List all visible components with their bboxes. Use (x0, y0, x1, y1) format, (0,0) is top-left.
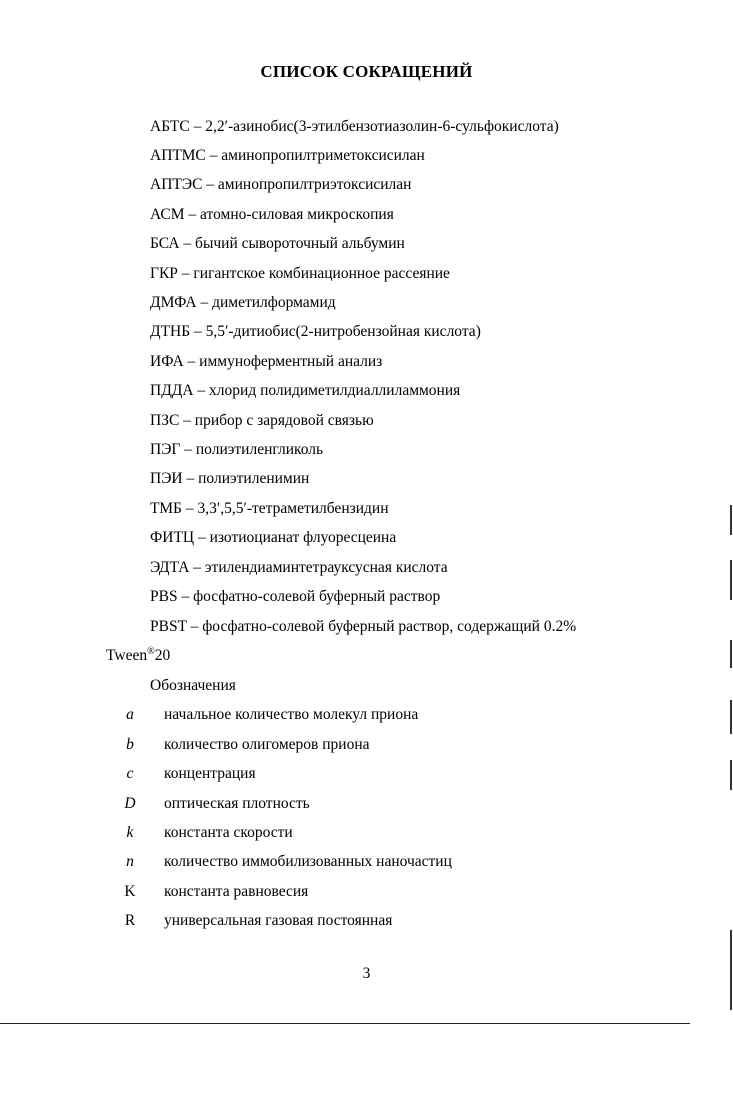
designation-symbol: a (126, 706, 134, 723)
designation-symbol: b (126, 736, 134, 753)
abbreviation-aptms: АПТМС – аминопропилтриметоксисилан (150, 147, 425, 164)
abbreviation-pei: ПЭИ – полиэтиленимин (150, 470, 310, 487)
designation-symbol: c (126, 765, 134, 782)
abbreviation-fitc: ФИТЦ – изотиоцианат флуоресцеина (150, 529, 397, 546)
abbreviation-dtnb: ДТНБ – 5,5′-дитиобис(2-нитробензойная кислота) (150, 323, 481, 340)
tween-word: Tween (106, 647, 148, 664)
designations-heading: Обозначения (150, 677, 236, 694)
bottom-rule (0, 1023, 690, 1024)
abbreviation-dmfa: ДМФА – диметилформамид (150, 294, 336, 311)
abbreviation-pbst: PBST – фосфатно-солевой буферный раствор, содержащий 0.2% (150, 618, 577, 635)
abbreviation-peg: ПЭГ – полиэтиленгликоль (150, 441, 324, 458)
designation-symbol: D (124, 795, 136, 812)
designation-description: константа скорости (164, 824, 293, 841)
designation-symbol: R (124, 912, 136, 929)
abbreviation-pbst-continuation (106, 646, 170, 666)
designation-description: универсальная газовая постоянная (164, 912, 393, 929)
designation-symbol: k (126, 824, 134, 841)
abbreviation-gkr: ГКР – гигантское комбинационное рассеяние (150, 265, 450, 282)
abbreviation-aptes: АПТЭС – аминопропилтриэтоксисилан (150, 176, 412, 193)
abbreviation-asm: АСМ – атомно-силовая микроскопия (150, 206, 394, 223)
abbreviation-abts: АБТС – 2,2′-азинобис(3-этилбензотиазолин-6-сульфокислота) (150, 118, 559, 135)
abbreviation-edta: ЭДТА – этилендиаминтетрауксусная кислота (150, 559, 448, 576)
scan-edge-mark (730, 930, 732, 1010)
abbreviation-pzs: ПЗС – прибор с зарядовой связью (150, 412, 374, 429)
scan-edge-mark (730, 505, 732, 535)
abbreviation-bsa: БСА – бычий сывороточный альбумин (150, 235, 405, 252)
registered-mark: ® (147, 645, 155, 657)
abbreviation-tmb: ТМБ – 3,3′,5,5′-тетраметилбензидин (150, 500, 389, 517)
designation-description: оптическая плотность (164, 795, 310, 812)
page-title: СПИСОК СОКРАЩЕНИЙ (260, 62, 473, 81)
abbreviation-pbs: PBS – фосфатно-солевой буферный раствор (150, 588, 441, 605)
designation-description: константа равновесия (164, 883, 309, 900)
page-number: 3 (362, 965, 371, 982)
scan-edge-mark (730, 760, 732, 790)
abbreviation-ifa: ИФА – иммуноферментный анализ (150, 353, 383, 370)
designation-description: концентрация (164, 765, 256, 782)
tween-number: 20 (154, 647, 171, 664)
scan-edge-mark (730, 700, 732, 734)
abbreviation-pdda: ПДДА – хлорид полидиметилдиаллиламмония (150, 382, 461, 399)
designation-description: начальное количество молекул приона (164, 706, 419, 723)
designation-description: количество олигомеров приона (164, 736, 370, 753)
scan-edge-mark (730, 560, 732, 600)
designation-symbol: n (126, 853, 134, 870)
designation-description: количество иммобилизованных наночастиц (164, 853, 452, 870)
scan-edge-mark (730, 640, 732, 668)
designation-symbol: K (124, 883, 136, 900)
